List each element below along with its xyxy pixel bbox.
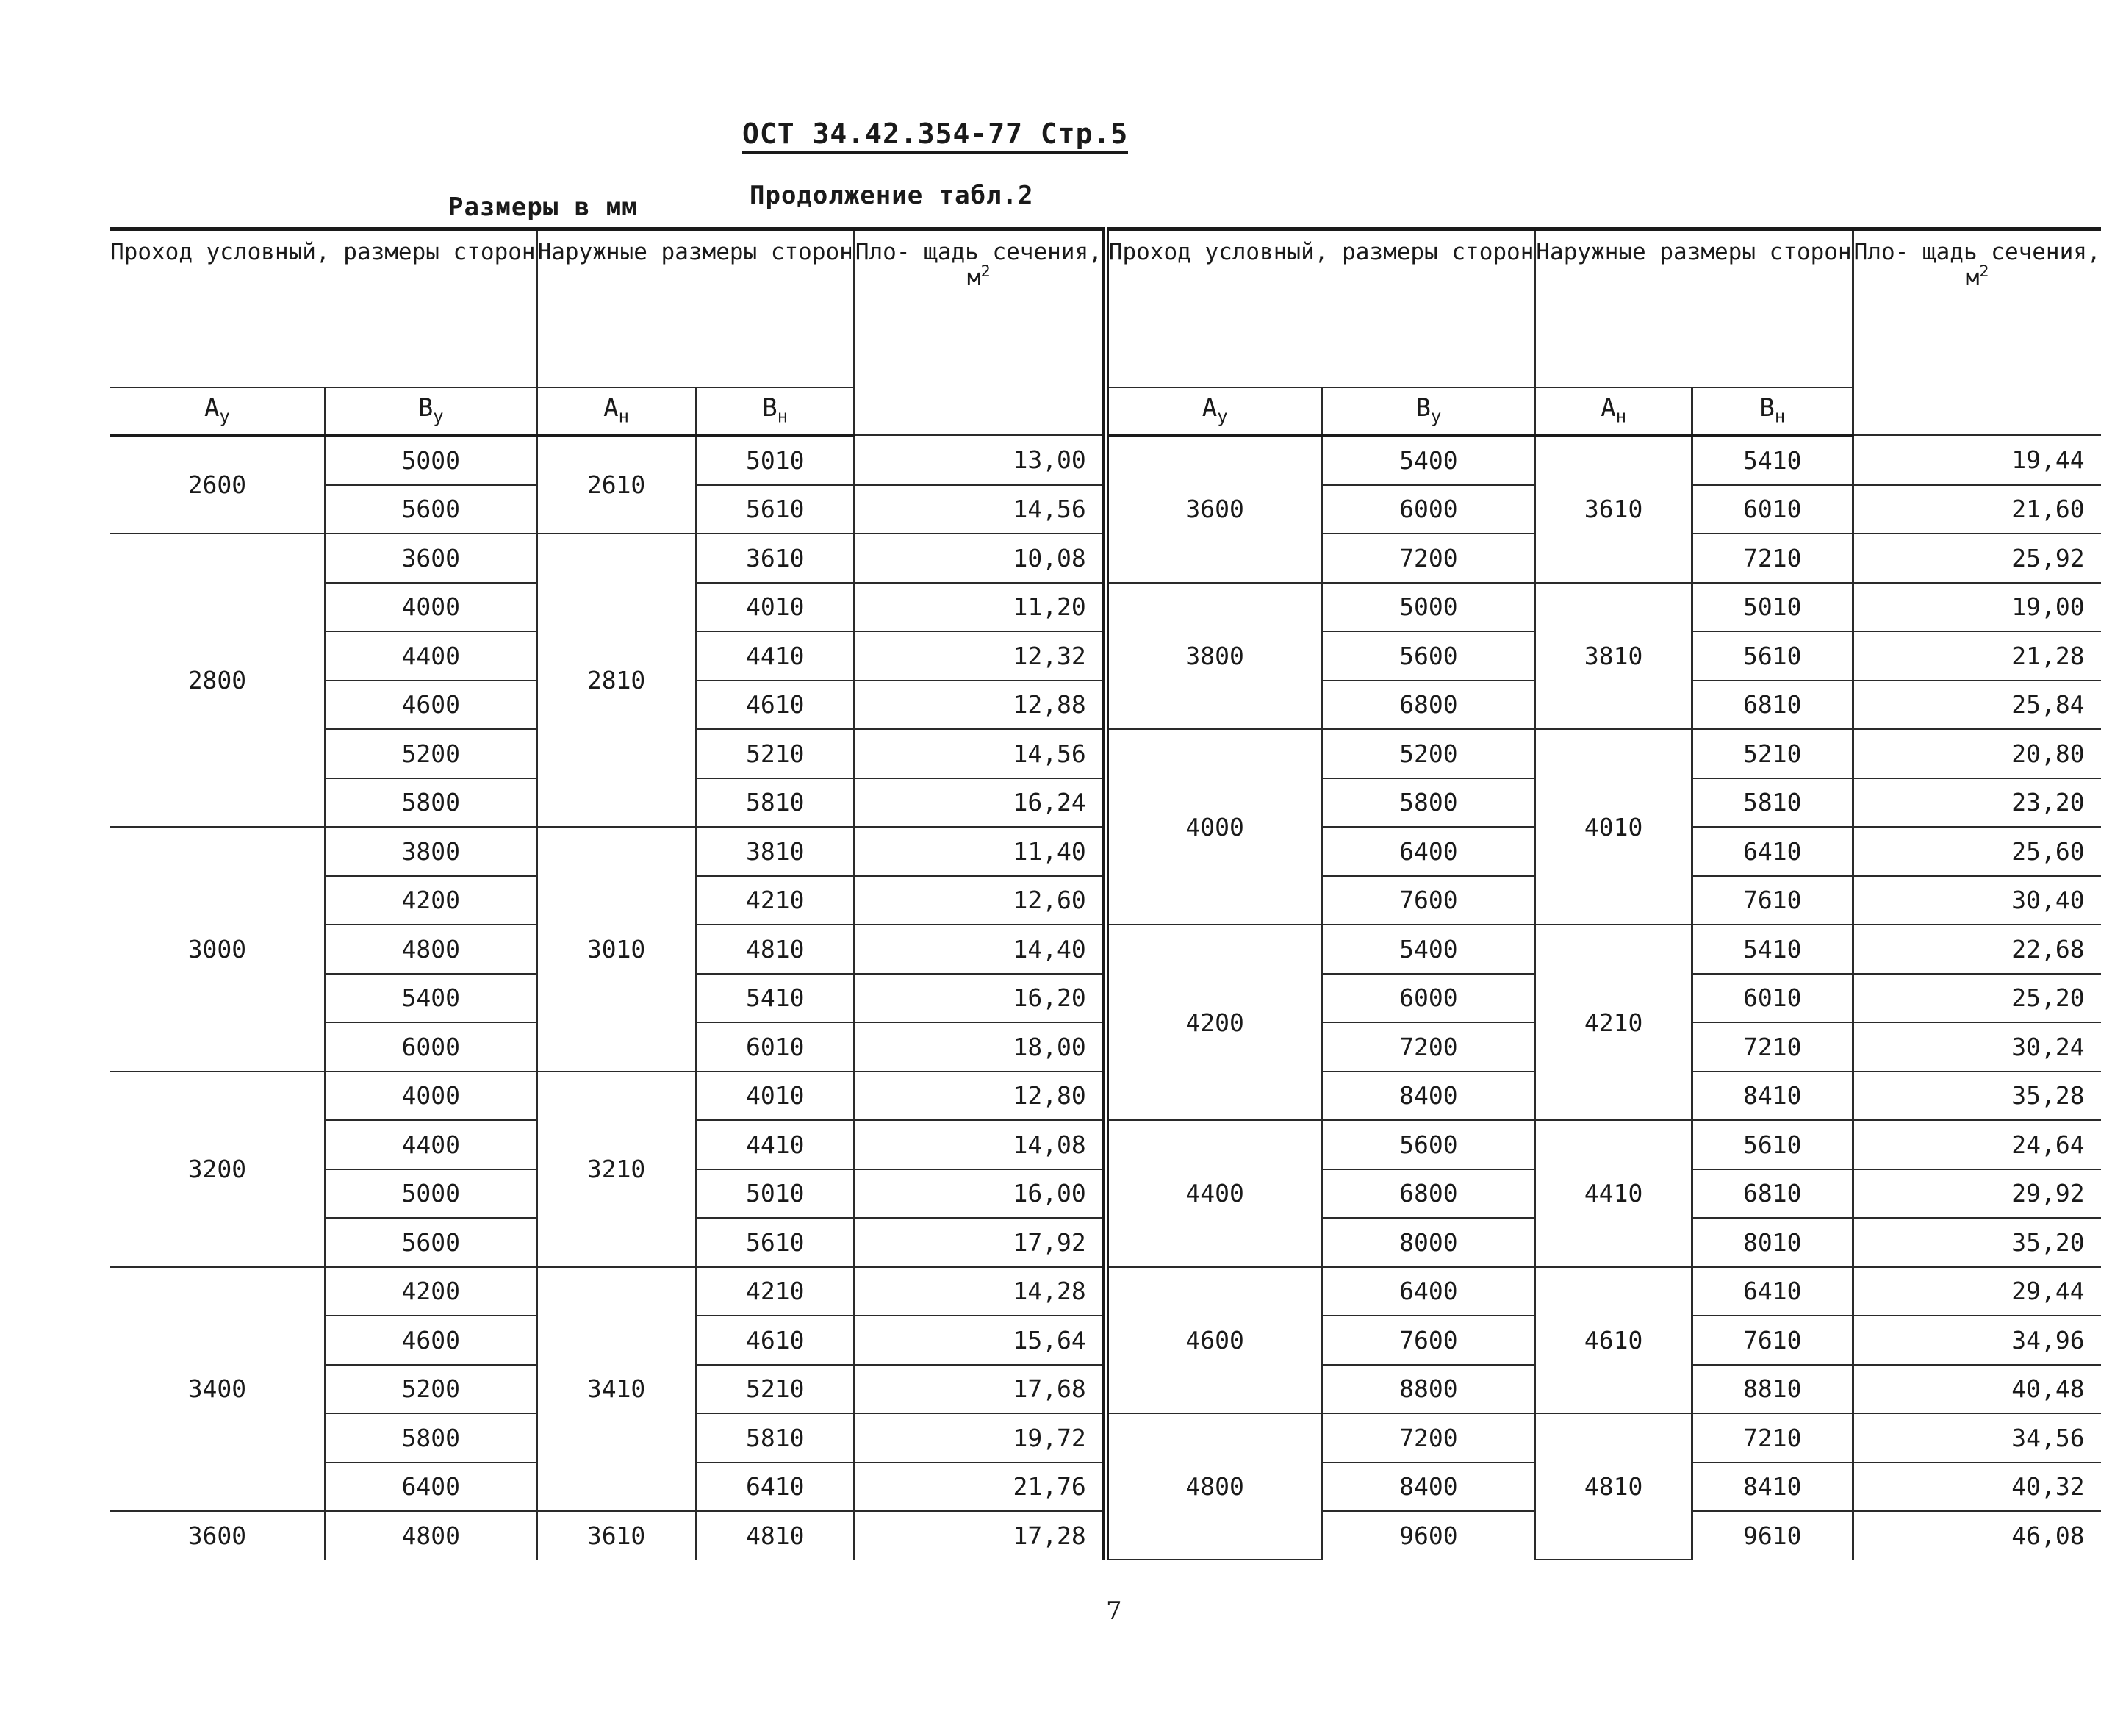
- right-area-cell: 19,44: [1853, 435, 2100, 485]
- subheader-an-left: $A_н$: [536, 387, 696, 435]
- subheader-ay-left: $A_у$: [110, 387, 325, 435]
- right-passage-ay-cell: 4000: [1105, 729, 1322, 925]
- left-outer-bn-cell: 4010: [696, 1072, 854, 1121]
- right-outer-bn-cell: 8410: [1692, 1463, 1853, 1512]
- left-area-cell: 19,72: [854, 1413, 1105, 1463]
- left-outer-bn-cell: 4410: [696, 1120, 854, 1169]
- right-passage-by-cell: 6800: [1322, 1169, 1535, 1219]
- right-passage-by-cell: 6000: [1322, 485, 1535, 534]
- left-outer-bn-cell: 5610: [696, 485, 854, 534]
- left-outer-bn-cell: 5010: [696, 435, 854, 485]
- subheader-bn-left: $B_н$: [696, 387, 854, 435]
- right-passage-ay-cell: 4200: [1105, 925, 1322, 1120]
- right-passage-by-cell: 8800: [1322, 1365, 1535, 1414]
- right-outer-bn-cell: 5610: [1692, 631, 1853, 681]
- header-outer-left: Наружные размеры сторон: [536, 229, 854, 388]
- right-passage-by-cell: 5000: [1322, 583, 1535, 632]
- left-area-cell: 15,64: [854, 1316, 1105, 1365]
- right-passage-by-cell: 5400: [1322, 925, 1535, 974]
- right-outer-an-cell: 4210: [1535, 925, 1692, 1120]
- units-note: Размеры в мм: [448, 193, 638, 222]
- table-row: [110, 1413, 2101, 1463]
- document-reference: ОСТ 34.42.354-77 Стр.5: [742, 118, 1128, 154]
- left-passage-ay-cell: 2600: [110, 435, 325, 534]
- left-area-cell: 17,92: [854, 1218, 1105, 1267]
- right-passage-by-cell: 8000: [1322, 1218, 1535, 1267]
- right-passage-by-cell: 7200: [1322, 534, 1535, 583]
- table-row: [110, 729, 2101, 778]
- right-area-cell: 25,92: [1853, 534, 2100, 583]
- left-passage-by-cell: 4400: [325, 1120, 536, 1169]
- left-passage-by-cell: 5800: [325, 778, 536, 828]
- left-area-cell: 17,68: [854, 1365, 1105, 1414]
- left-outer-bn-cell: 6010: [696, 1022, 854, 1072]
- left-passage-by-cell: 4200: [325, 876, 536, 925]
- left-outer-bn-cell: 6410: [696, 1463, 854, 1512]
- right-outer-bn-cell: 8810: [1692, 1365, 1853, 1414]
- right-outer-bn-cell: 7210: [1692, 1413, 1853, 1463]
- right-area-cell: 34,56: [1853, 1413, 2100, 1463]
- table-row: [110, 1267, 2101, 1316]
- right-outer-bn-cell: 7210: [1692, 1022, 1853, 1072]
- left-area-cell: 18,00: [854, 1022, 1105, 1072]
- left-passage-by-cell: 4000: [325, 583, 536, 632]
- right-area-cell: 25,84: [1853, 681, 2100, 730]
- table-row: [110, 583, 2101, 632]
- right-area-cell: 25,20: [1853, 974, 2100, 1023]
- right-outer-bn-cell: 7610: [1692, 876, 1853, 925]
- dimensions-table: [110, 227, 2101, 1560]
- left-passage-by-cell: 3600: [325, 534, 536, 583]
- left-area-cell: 12,80: [854, 1072, 1105, 1121]
- left-outer-an-cell: 3410: [536, 1267, 696, 1512]
- subheader-bn-right: $B_н$: [1692, 387, 1853, 435]
- left-outer-bn-cell: 4010: [696, 583, 854, 632]
- subheader-ay-right: $A_у$: [1105, 387, 1322, 435]
- right-outer-bn-cell: 6010: [1692, 974, 1853, 1023]
- left-outer-bn-cell: 4210: [696, 1267, 854, 1316]
- right-passage-ay-cell: 3600: [1105, 435, 1322, 583]
- left-outer-bn-cell: 4610: [696, 1316, 854, 1365]
- right-outer-bn-cell: 5210: [1692, 729, 1853, 778]
- left-outer-bn-cell: 5210: [696, 1365, 854, 1414]
- right-area-cell: 40,32: [1853, 1463, 2100, 1512]
- header-outer-right: Наружные размеры сторон: [1535, 229, 1853, 388]
- right-area-cell: 20,80: [1853, 729, 2100, 778]
- left-outer-bn-cell: 4210: [696, 876, 854, 925]
- right-outer-bn-cell: 6010: [1692, 485, 1853, 534]
- subheader-by-left: $B_у$: [325, 387, 536, 435]
- left-outer-bn-cell: 3810: [696, 827, 854, 876]
- left-passage-by-cell: 5200: [325, 729, 536, 778]
- left-area-cell: 12,60: [854, 876, 1105, 925]
- table-row: [110, 1120, 2101, 1169]
- table-continuation-label: Продолжение табл.2: [750, 181, 1034, 210]
- left-area-cell: 21,76: [854, 1463, 1105, 1512]
- left-passage-by-cell: 6400: [325, 1463, 536, 1512]
- left-area-cell: 14,56: [854, 485, 1105, 534]
- right-area-cell: 24,64: [1853, 1120, 2100, 1169]
- left-area-cell: 14,40: [854, 925, 1105, 974]
- subheader-an-right: $A_н$: [1535, 387, 1692, 435]
- right-outer-bn-cell: 7610: [1692, 1316, 1853, 1365]
- right-area-cell: 19,00: [1853, 583, 2100, 632]
- right-outer-bn-cell: 5410: [1692, 435, 1853, 485]
- right-passage-by-cell: 5600: [1322, 1120, 1535, 1169]
- left-area-cell: 10,08: [854, 534, 1105, 583]
- left-outer-bn-cell: 5410: [696, 974, 854, 1023]
- right-outer-bn-cell: 6410: [1692, 1267, 1853, 1316]
- left-area-cell: 12,88: [854, 681, 1105, 730]
- left-passage-by-cell: 5000: [325, 435, 536, 485]
- right-outer-bn-cell: 6810: [1692, 1169, 1853, 1219]
- left-outer-bn-cell: 3610: [696, 534, 854, 583]
- left-area-cell: 16,20: [854, 974, 1105, 1023]
- right-outer-an-cell: 4410: [1535, 1120, 1692, 1267]
- right-passage-by-cell: 7600: [1322, 1316, 1535, 1365]
- left-outer-bn-cell: 4810: [696, 925, 854, 974]
- right-outer-bn-cell: 5810: [1692, 778, 1853, 828]
- header-passage-right: Проход условный, размеры сторон: [1105, 229, 1535, 388]
- right-outer-bn-cell: 8010: [1692, 1218, 1853, 1267]
- left-area-cell: 17,28: [854, 1511, 1105, 1560]
- left-passage-by-cell: 4800: [325, 925, 536, 974]
- right-outer-an-cell: 4610: [1535, 1267, 1692, 1414]
- right-passage-ay-cell: 4400: [1105, 1120, 1322, 1267]
- left-passage-by-cell: 5600: [325, 1218, 536, 1267]
- right-area-cell: 35,20: [1853, 1218, 2100, 1267]
- right-passage-by-cell: 9600: [1322, 1511, 1535, 1560]
- right-passage-ay-cell: 4800: [1105, 1413, 1322, 1560]
- right-outer-bn-cell: 5010: [1692, 583, 1853, 632]
- right-area-cell: 29,44: [1853, 1267, 2100, 1316]
- left-passage-by-cell: 4000: [325, 1072, 536, 1121]
- left-outer-bn-cell: 5610: [696, 1218, 854, 1267]
- right-area-cell: 35,28: [1853, 1072, 2100, 1121]
- left-passage-by-cell: 5400: [325, 974, 536, 1023]
- right-outer-bn-cell: 5410: [1692, 925, 1853, 974]
- left-area-cell: 16,00: [854, 1169, 1105, 1219]
- left-outer-bn-cell: 4810: [696, 1511, 854, 1560]
- table-row: [110, 925, 2101, 974]
- subheader-by-right: $B_у$: [1322, 387, 1535, 435]
- page-number: 7: [1106, 1596, 1122, 1626]
- left-passage-by-cell: 4400: [325, 631, 536, 681]
- right-passage-by-cell: 7200: [1322, 1413, 1535, 1463]
- right-passage-ay-cell: 3800: [1105, 583, 1322, 730]
- right-area-cell: 21,60: [1853, 485, 2100, 534]
- right-outer-an-cell: 3810: [1535, 583, 1692, 730]
- right-passage-by-cell: 8400: [1322, 1463, 1535, 1512]
- left-area-cell: 11,20: [854, 583, 1105, 632]
- left-area-cell: 14,08: [854, 1120, 1105, 1169]
- left-passage-by-cell: 5000: [325, 1169, 536, 1219]
- right-outer-bn-cell: 7210: [1692, 534, 1853, 583]
- left-passage-by-cell: 4600: [325, 1316, 536, 1365]
- left-area-cell: 14,28: [854, 1267, 1105, 1316]
- left-area-cell: 11,40: [854, 827, 1105, 876]
- left-outer-bn-cell: 4610: [696, 681, 854, 730]
- right-area-cell: 25,60: [1853, 827, 2100, 876]
- right-passage-ay-cell: 4600: [1105, 1267, 1322, 1414]
- left-outer-bn-cell: 4410: [696, 631, 854, 681]
- left-area-cell: 16,24: [854, 778, 1105, 828]
- left-passage-by-cell: 4200: [325, 1267, 536, 1316]
- left-passage-by-cell: 5200: [325, 1365, 536, 1414]
- right-outer-bn-cell: 8410: [1692, 1072, 1853, 1121]
- right-passage-by-cell: 5200: [1322, 729, 1535, 778]
- left-passage-by-cell: 3800: [325, 827, 536, 876]
- left-area-cell: 12,32: [854, 631, 1105, 681]
- header-area-left: Пло- щадь сечения, $м^2$: [854, 229, 1105, 436]
- left-passage-by-cell: 4600: [325, 681, 536, 730]
- right-area-cell: 30,40: [1853, 876, 2100, 925]
- right-outer-an-cell: 4010: [1535, 729, 1692, 925]
- right-area-cell: 34,96: [1853, 1316, 2100, 1365]
- left-outer-an-cell: 3010: [536, 827, 696, 1072]
- right-outer-bn-cell: 5610: [1692, 1120, 1853, 1169]
- left-passage-ay-cell: 3600: [187, 1521, 247, 1550]
- right-area-cell: 21,28: [1853, 631, 2100, 681]
- left-passage-ay-cell: 3000: [110, 827, 325, 1072]
- header-passage-left: Проход условный, размеры сторон: [110, 229, 536, 388]
- right-passage-by-cell: 6800: [1322, 681, 1535, 730]
- right-passage-by-cell: 5600: [1322, 631, 1535, 681]
- left-passage-ay-cell: 3400: [110, 1267, 325, 1512]
- right-outer-bn-cell: 6410: [1692, 827, 1853, 876]
- right-passage-by-cell: 5400: [1322, 435, 1535, 485]
- right-passage-by-cell: 7600: [1322, 876, 1535, 925]
- left-outer-an-cell: 3210: [536, 1072, 696, 1267]
- right-passage-by-cell: 7200: [1322, 1022, 1535, 1072]
- left-passage-by-cell: 5800: [325, 1413, 536, 1463]
- right-passage-by-cell: 6400: [1322, 827, 1535, 876]
- right-outer-bn-cell: 6810: [1692, 681, 1853, 730]
- left-passage-ay-cell: 3200: [110, 1072, 325, 1267]
- left-outer-bn-cell: 5210: [696, 729, 854, 778]
- right-passage-by-cell: 5800: [1322, 778, 1535, 828]
- right-outer-an-cell: 3610: [1535, 435, 1692, 583]
- right-passage-by-cell: 6000: [1322, 974, 1535, 1023]
- left-area-cell: 14,56: [854, 729, 1105, 778]
- right-area-cell: 23,20: [1853, 778, 2100, 828]
- left-passage-by-cell: 5600: [325, 485, 536, 534]
- left-outer-bn-cell: 5810: [696, 1413, 854, 1463]
- right-area-cell: 46,08: [1853, 1511, 2100, 1560]
- left-outer-bn-cell: 5810: [696, 778, 854, 828]
- left-outer-an-cell: 2610: [536, 435, 696, 534]
- right-passage-by-cell: 8400: [1322, 1072, 1535, 1121]
- right-area-cell: 29,92: [1853, 1169, 2100, 1219]
- right-passage-by-cell: 6400: [1322, 1267, 1535, 1316]
- left-area-cell: 13,00: [854, 435, 1105, 485]
- left-outer-an-cell: 2810: [536, 534, 696, 827]
- right-area-cell: 30,24: [1853, 1022, 2100, 1072]
- left-outer-bn-cell: 5010: [696, 1169, 854, 1219]
- left-passage-by-cell: 6000: [325, 1022, 536, 1072]
- table-row: [110, 435, 2101, 485]
- right-area-cell: 22,68: [1853, 925, 2100, 974]
- right-area-cell: 40,48: [1853, 1365, 2100, 1414]
- header-area-right: Пло- щадь сечения, $м^2$: [1853, 229, 2100, 436]
- left-outer-an-cell: 3610: [536, 1511, 696, 1560]
- right-outer-bn-cell: 9610: [1692, 1511, 1853, 1560]
- right-outer-an-cell: 4810: [1535, 1413, 1692, 1560]
- left-passage-by-cell: 4800: [325, 1511, 536, 1560]
- left-passage-ay-cell: 2800: [110, 534, 325, 827]
